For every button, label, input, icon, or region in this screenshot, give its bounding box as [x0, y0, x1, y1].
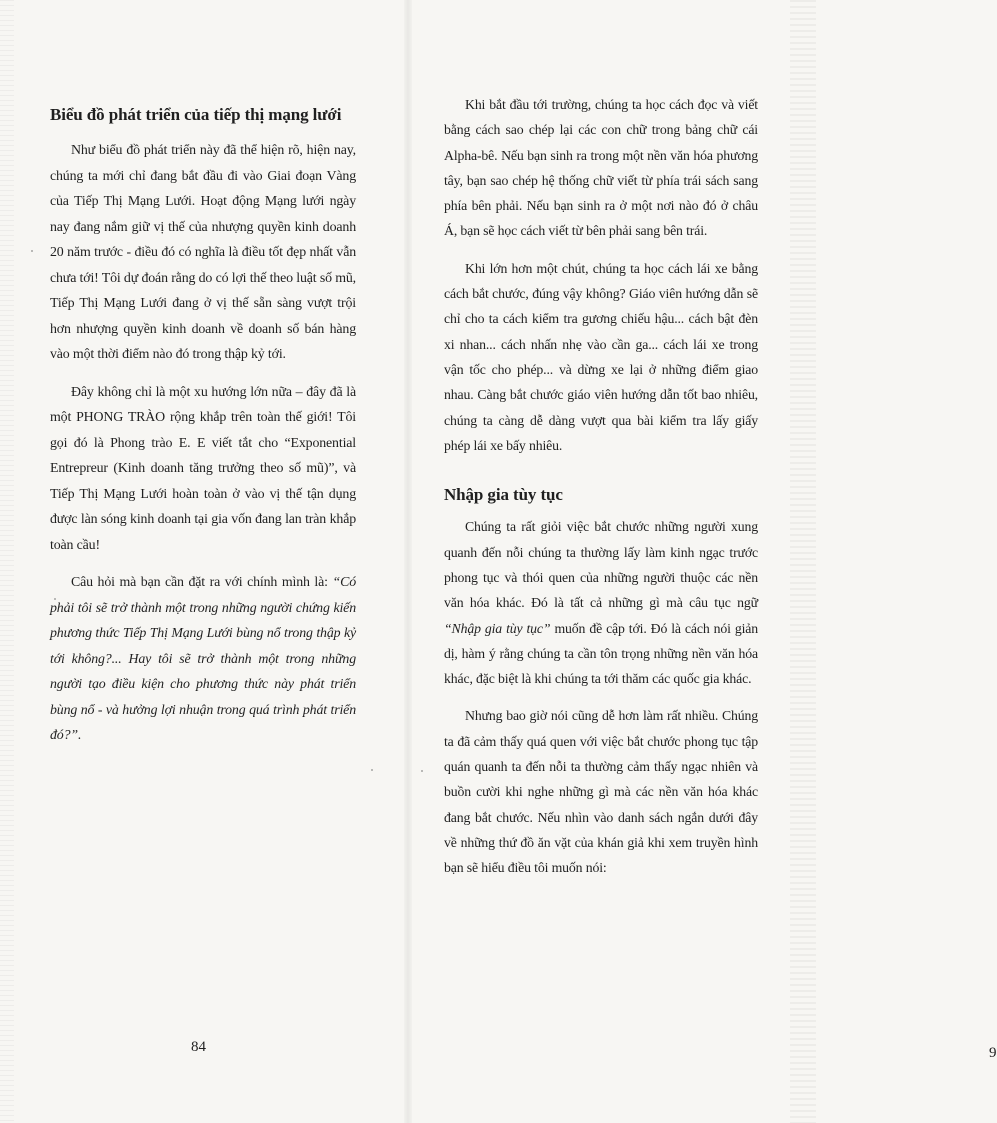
question-italic: “Có phải tôi sẽ trở thành một trong những người chứng kiến phương thức Tiếp Thị Mạng Lưới bùng nổ trong thập kỷ tới không?... Hay tôi sẽ trở thành một trong những người tạo điều kiện cho phương thức này phát triển bùng nổ - và hưởng lợi nhuận trong quá trình phát triển đó?”. [50, 575, 356, 744]
question-intro: Câu hỏi mà bạn cần đặt ra với chính mình là: [71, 575, 333, 591]
right-heading: Nhập gia tùy tục [444, 485, 563, 505]
right-page [408, 0, 997, 1123]
right-page-number: 9 [989, 1045, 997, 1061]
scan-speck [371, 769, 373, 771]
p3-before: Chúng ta rất giỏi việc bắt chước những người xung quanh đến nỗi chúng ta thường lấy làm kinh ngạc trước phong tục và thói quen của những người thuộc các nền văn hóa khác. Đó là tất cả những gì mà câu tục ngữ [444, 519, 758, 611]
left-paragraph-3 [50, 570, 356, 749]
right-paragraph-1: Khi bắt đầu tới trường, chúng ta học cách đọc và viết bằng cách sao chép lại các con chữ trong bảng chữ cái Alpha-bê. Nếu bạn sinh ra trong một nền văn hóa phương tây, bạn sao chép hệ thống chữ viết từ phía trái sách sang phía bên phải. Nếu bạn sinh ra ở một nơi nào đó ở châu Á, bạn sẽ học cách viết từ bên phải sang bên trái. [444, 97, 758, 239]
right-page-content [444, 92, 758, 893]
left-page-number: 84 [191, 1039, 206, 1055]
right-paragraph-4: Nhưng bao giờ nói cũng dễ hơn làm rất nhiều. Chúng ta đã cảm thấy quá quen với việc bắt chước phong tục tập quán quanh ta đến nỗi ta thường cảm thấy ngạc nhiên và buồn cười khi nghe những gì mà các nền văn hóa khác đang bắt chước. Nếu nhìn vào danh sách ngắn dưới đây về những thứ đồ ăn vặt của khán giả khi xem truyền hình bạn sẽ hiểu điều tôi muốn nói: [444, 708, 758, 876]
scan-speck [54, 598, 56, 600]
scan-speck [31, 250, 33, 252]
left-page [0, 0, 408, 1123]
left-heading: Biểu đồ phát triển của tiếp thị mạng lưới [50, 105, 342, 124]
left-paragraph-1: Như biểu đồ phát triển này đã thể hiện rõ, hiện nay, chúng ta mới chỉ đang bắt đầu đi vào Giai đoạn Vàng của Tiếp Thị Mạng Lưới. Hoạt động Mạng lưới ngày nay đang nắm giữ vị thế của nhượng quyền kinh doanh 20 năm trước - điều đó có nghĩa là điều tốt đẹp nhất vẫn chưa tới! Tôi dự đoán rằng do có lợi thế theo luật số mũ, Tiếp Thị Mạng Lưới đang ở vị thế sẵn sàng vượt trội hơn nhượng quyền kinh doanh về doanh số bán hàng vào một thời điểm nào đó trong thập kỷ tới. [50, 143, 356, 363]
right-paragraph-3 [444, 514, 758, 691]
proverb-italic: “Nhập gia tùy tục” [444, 620, 551, 636]
p3-after: muốn đề cập tới. Đó là cách nói giản dị, hàm ý rằng chúng ta cần tôn trọng những nền văn hóa khác, đặc biệt là khi chúng ta tới thăm các quốc gia khác. [444, 620, 758, 687]
left-paragraph-2: Đây không chỉ là một xu hướng lớn nữa – đây đã là một PHONG TRÀO rộng khắp trên toàn thế giới! Tôi gọi đó là Phong trào E. E viết tắt cho “Exponential Entrepreur (Kinh doanh tăng trưởng theo số mũ)”, và Tiếp Thị Mạng Lưới hoàn toàn ở vào vị thế tận dụng được làn sóng kinh doanh tại gia vốn đang lan tràn khắp toàn cầu! [50, 384, 356, 553]
left-page-content [50, 104, 356, 761]
right-paragraph-2: Khi lớn hơn một chút, chúng ta học cách lái xe bằng cách bắt chước, đúng vậy không? Giáo viên hướng dẫn sẽ chỉ cho ta cách kiểm tra gương chiếu hậu... cách bật đèn xi nhan... cách nhấn nhẹ vào cần ga... cách lái xe trong vận tốc cho phép... và dừng xe lại ở những điểm giao nhau. Càng bắt chước giáo viên hướng dẫn tốt bao nhiêu, chúng ta càng dễ dàng vượt qua bài kiểm tra lấy giấy phép lái xe bấy nhiêu. [444, 260, 758, 453]
scan-speck [421, 770, 423, 772]
